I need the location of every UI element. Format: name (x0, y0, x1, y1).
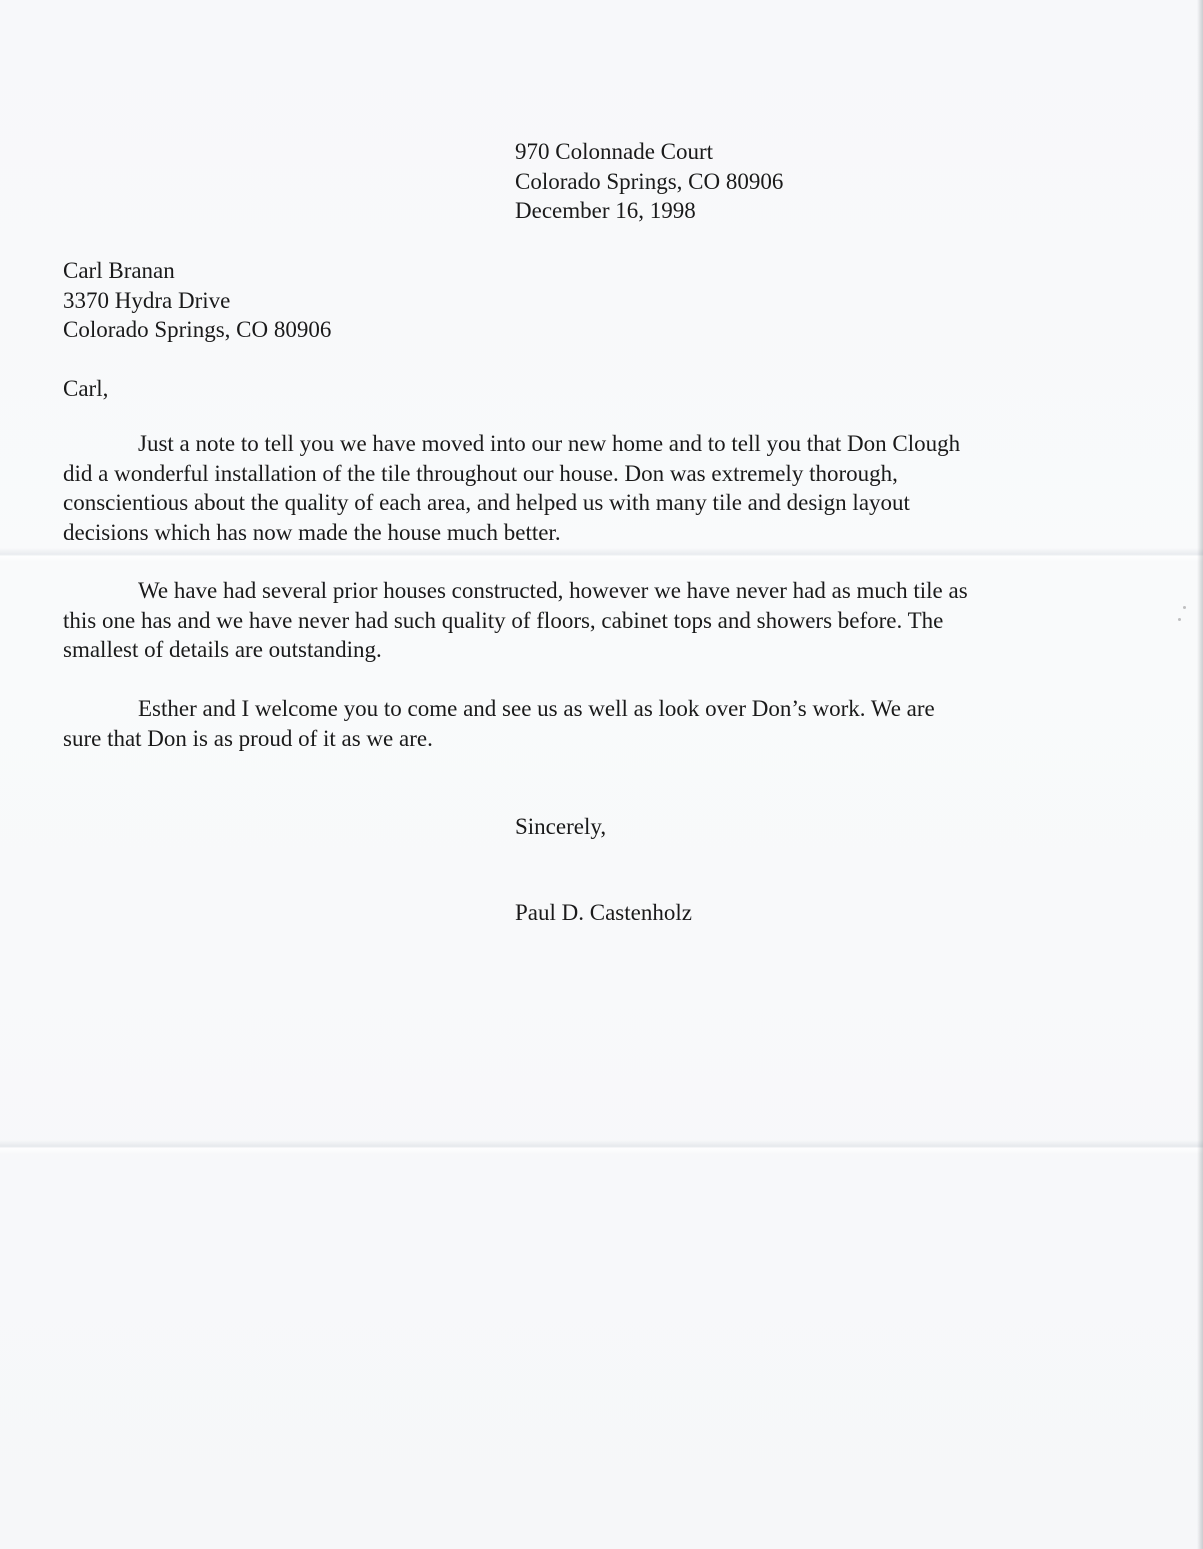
salutation-text: Carl, (63, 376, 109, 401)
paragraph-line: this one has and we have never had such quality of floors, cabinet tops and showers before. The (63, 607, 944, 633)
salutation (63, 374, 108, 404)
paragraph-line: Just a note to tell you we have moved into our new home and to tell you that Don Clough (138, 431, 961, 456)
signature-name: Paul D. Castenholz (515, 900, 692, 925)
signature-block (515, 898, 692, 928)
paper-fold-crease (0, 1140, 1203, 1154)
recipient-address-block (63, 256, 331, 345)
sender-street: 970 Colonnade Court (515, 139, 714, 164)
recipient-city-line: Colorado Springs, CO 80906 (63, 317, 332, 342)
paragraph-line: did a wonderful installation of the tile throughout our house. Don was extremely thorough, (63, 460, 898, 486)
paragraph-line: smallest of details are outstanding. (63, 637, 382, 662)
body-paragraph-3 (63, 694, 1053, 753)
page-edge-shadow (1197, 0, 1203, 1549)
recipient-name: Carl Branan (63, 258, 175, 283)
body-paragraph-2 (63, 576, 1053, 665)
paragraph-line: sure that Don is as proud of it as we are. (63, 725, 433, 751)
paper-speck (1178, 618, 1181, 621)
paragraph-line: Esther and I welcome you to come and see us as well as look over Don’s work. We are (138, 696, 935, 721)
letter-date: December 16, 1998 (515, 198, 696, 223)
recipient-street: 3370 Hydra Drive (63, 287, 231, 313)
paragraph-line: We have had several prior houses constructed, however we have never had as much tile as (138, 578, 968, 603)
paper-fold-crease (0, 548, 1203, 562)
paragraph-line: decisions which has now made the house much better. (63, 519, 561, 545)
closing (515, 812, 606, 842)
paragraph-line: conscientious about the quality of each area, and helped us with many tile and design layout (63, 490, 910, 515)
sender-address-block (515, 137, 783, 226)
sender-city-line: Colorado Springs, CO 80906 (515, 168, 784, 194)
body-paragraph-1 (63, 429, 1053, 547)
paper-speck (1183, 606, 1186, 609)
closing-text: Sincerely, (515, 814, 607, 839)
